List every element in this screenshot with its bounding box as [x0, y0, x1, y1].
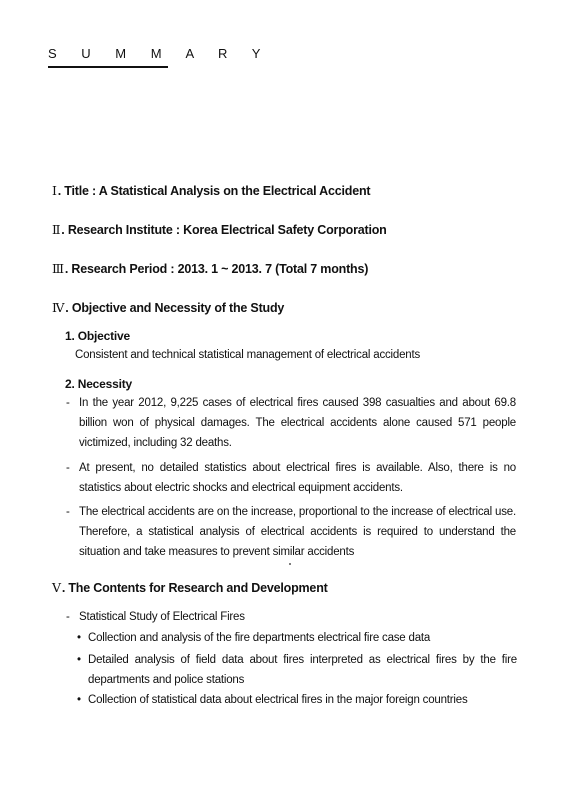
contents-bullet-text: Detailed analysis of field data about fires interpreted as electrical fires by the fire departments and police stations [88, 654, 517, 686]
section-numeral: Ⅴ [52, 581, 61, 595]
necessity-item-text: In the year 2012, 9,225 cases of electrical fires caused 398 casualties and about 69.8 billion won of physical damages. The electrical accidents alone caused 571 people victimized, including 32 deaths. [79, 397, 516, 449]
section-objective-necessity-text: . Objective and Necessity of the Study [65, 301, 285, 315]
objective-text: Consistent and technical statistical management of electrical accidents [75, 349, 421, 361]
bullet-marker: • [77, 654, 81, 666]
contents-bullet-text: Collection and analysis of the fire departments electrical fire case data [88, 632, 431, 644]
necessity-heading: 2. Necessity [65, 377, 132, 391]
summary-title: S U M M A R Y [48, 46, 271, 61]
section-numeral: Ⅳ [52, 301, 65, 315]
necessity-item [66, 458, 516, 498]
section-numeral: Ⅰ [52, 184, 57, 198]
necessity-item-text: At present, no detailed statistics about electrical fires is available. Also, there is no statistics about electric shocks and electrical equipment accidents. [79, 462, 516, 494]
bullet-marker: • [77, 694, 81, 706]
section-objective-necessity [52, 300, 284, 316]
section-title [52, 183, 370, 199]
dash-marker: - [66, 611, 70, 623]
contents-bullet [77, 690, 517, 710]
section-contents [52, 580, 328, 596]
contents-bullet [77, 628, 517, 648]
dash-marker: - [66, 462, 70, 474]
objective-heading: 1. Objective [65, 329, 130, 343]
section-numeral: Ⅱ [52, 223, 61, 237]
summary-underline [48, 66, 168, 68]
bullet-marker: • [77, 632, 81, 644]
section-title-text: . Title : A Statistical Analysis on the Electrical Accident [57, 184, 371, 198]
section-contents-text: . The Contents for Research and Development [61, 581, 328, 595]
contents-bullet-text: Collection of statistical data about electrical fires in the major foreign countries [88, 694, 468, 706]
stray-dot [289, 563, 291, 565]
dash-marker: - [66, 397, 70, 409]
necessity-item [66, 393, 516, 453]
contents-item-text: Statistical Study of Electrical Fires [79, 611, 245, 623]
section-research-period [52, 261, 368, 277]
section-research-institute-text: . Research Institute : Korea Electrical Safety Corporation [61, 223, 387, 237]
dash-marker: - [66, 506, 70, 518]
contents-item [66, 607, 516, 627]
necessity-item-text: The electrical accidents are on the increase, proportional to the increase of electrical use. Therefore, a statistical analysis of electrical accidents is required to understand the situation and take measures to prevent similar accidents [79, 506, 516, 558]
contents-bullet [77, 650, 517, 690]
section-research-institute [52, 222, 387, 238]
section-research-period-text: . Research Period : 2013. 1 ~ 2013. 7 (Total 7 months) [64, 262, 369, 276]
section-numeral: Ⅲ [52, 262, 64, 276]
necessity-item [66, 502, 516, 562]
